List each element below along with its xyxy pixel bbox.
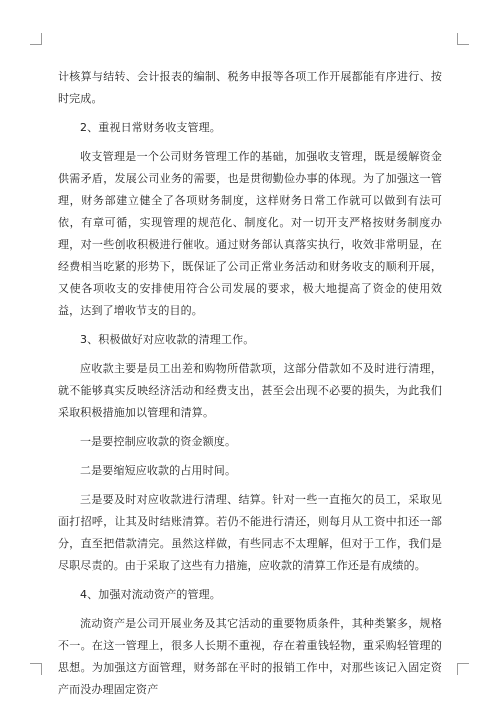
body-paragraph: 应收款主要是员工出差和购物所借款项，这部分借款如不及时进行清理，就不能够真实反映经济活动和经费支出，甚至会出现不必要的损失，为此我们采取积极措施加以管理和清算。 [58,362,442,419]
section-heading: 4、加强对流动资产的管理。 [80,588,221,601]
section-heading: 2、重视日常财务收支管理。 [80,121,221,134]
crop-mark-bottom-left [30,663,42,675]
document-body [58,66,442,708]
crop-mark-top-right [457,33,469,45]
crop-mark-bottom-right [457,663,469,675]
crop-mark-top-left [30,33,42,45]
body-paragraph: 三是要及时对应收款进行清理、结算。针对一些一直拖欠的员工，采取见面打招呼，让其及时结账清算。若仍不能进行清还，则每月从工资中扣还一部分，直至把借款清完。虽然这样做，有些同志不太理解，但对于工作，我们是尽职尽责的。由于采取了这些有力措施，应收款的清算工作还是有成绩的。 [58,493,442,572]
section-heading: 3、积极做好对应收款的清理工作。 [80,333,255,346]
body-paragraph: 收支管理是一个公司财务管理工作的基础，加强收支管理，既是缓解资金供需矛盾，发展公司业务的需要，也是贯彻勤俭办事的体现。为了加强这一管理，财务部建立健全了各项财务制度，这样财务日常工作就可以做到有法可依，有章可循，实现管理的规范化、制度化。对一切开支严格按财务制度办理，对一些创收积极进行催收。通过财务部认真落实执行，收效非常明显，在经费相当吃紧的形势下，既保证了公司正常业务活动和财务收支的顺利开展，又使各项收支的安排使用符合公司发展的要求，极大地提高了资金的使用效益，达到了增收节支的目的。 [58,150,442,317]
body-paragraph: 二是要缩短应收款的占用时间。 [80,464,237,477]
body-paragraph: 一是要控制应收款的资金额度。 [80,435,237,448]
paragraph-continuation: 计核算与结转、会计报表的编制、税务申报等各项工作开展都能有序进行、按时完成。 [58,70,442,105]
body-paragraph: 流动资产是公司开展业务及其它活动的重要物质条件，其种类繁多，规格不一。在这一管理上，很多人长期不重视，存在着重钱轻物，重采购轻管理的思想。为加强这方面管理，财务部在平时的报销工作中，对那些该记入固定资产而没办理固定资产 [58,617,442,696]
